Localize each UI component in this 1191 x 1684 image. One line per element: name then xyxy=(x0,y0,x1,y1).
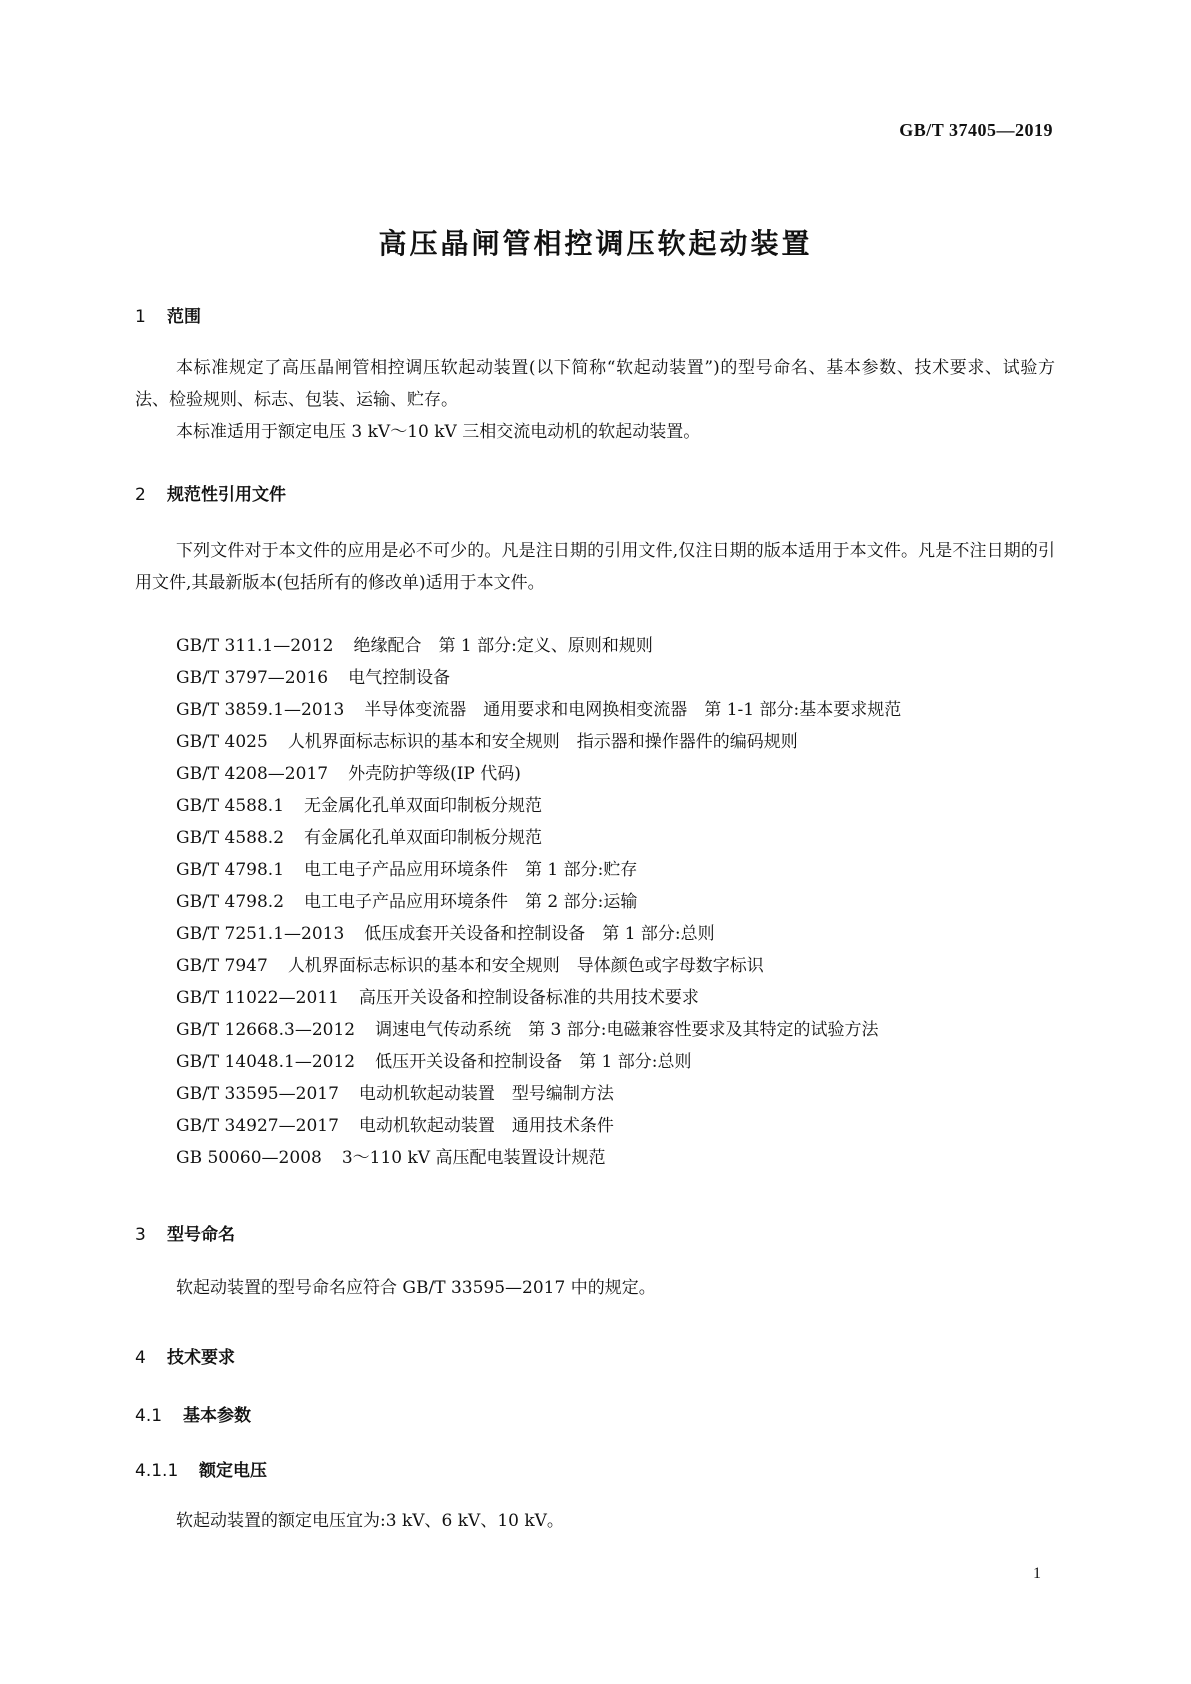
section-2-heading xyxy=(135,480,286,505)
section-4-1-heading xyxy=(135,1401,251,1426)
reference-item xyxy=(176,1046,1056,1078)
section-1-paragraph-2: 本标准适用于额定电压 3 kV～10 kV 三相交流电动机的软起动装置。 xyxy=(176,422,701,442)
reference-title: 外壳防护等级(IP 代码) xyxy=(348,764,521,784)
reference-code: GB/T 12668.3—2012 xyxy=(176,1020,356,1040)
section-2-paragraph-1: 下列文件对于本文件的应用是必不可少的。凡是注日期的引用文件,仅注日期的版本适用于本文件。凡是不注日期的引用文件,其最新版本(包括所有的修改单)适用于本文件。 xyxy=(135,541,1055,593)
section-number: 3 xyxy=(135,1225,146,1245)
reference-code: GB/T 4208—2017 xyxy=(176,764,329,784)
reference-item xyxy=(176,822,1056,854)
reference-title: 低压成套开关设备和控制设备 第 1 部分:总则 xyxy=(364,924,715,944)
reference-item xyxy=(176,1014,1056,1046)
section-number: 4.1.1 xyxy=(135,1461,179,1481)
section-1-paragraph-1: 本标准规定了高压晶闸管相控调压软起动装置(以下简称“软起动装置”)的型号命名、基本参数、技术要求、试验方法、检验规则、标志、包装、运输、贮存。 xyxy=(135,358,1055,410)
section-number: 2 xyxy=(135,485,146,505)
section-4-1-1-paragraph-1: 软起动装置的额定电压宜为:3 kV、6 kV、10 kV。 xyxy=(176,1511,564,1531)
section-number: 1 xyxy=(135,307,146,327)
reference-item xyxy=(176,1110,1056,1142)
section-3-paragraph-1: 软起动装置的型号命名应符合 GB/T 33595—2017 中的规定。 xyxy=(176,1278,656,1298)
reference-item xyxy=(176,854,1056,886)
page-number: 1 xyxy=(1033,1565,1041,1582)
reference-title: 电动机软起动装置 型号编制方法 xyxy=(358,1084,614,1104)
section-title: 额定电压 xyxy=(199,1461,267,1481)
reference-code: GB/T 311.1—2012 xyxy=(176,636,334,656)
reference-item xyxy=(176,662,1056,694)
section-title: 范围 xyxy=(167,307,201,327)
reference-item xyxy=(176,918,1056,950)
section-title: 基本参数 xyxy=(183,1406,251,1426)
section-title: 型号命名 xyxy=(167,1225,235,1245)
reference-code: GB/T 34927—2017 xyxy=(176,1116,339,1136)
reference-code: GB/T 4588.2 xyxy=(176,828,285,848)
reference-code: GB/T 3859.1—2013 xyxy=(176,700,345,720)
reference-title: 调速电气传动系统 第 3 部分:电磁兼容性要求及其特定的试验方法 xyxy=(375,1020,879,1040)
section-title: 规范性引用文件 xyxy=(167,485,286,505)
reference-title: 半导体变流器 通用要求和电网换相变流器 第 1-1 部分:基本要求规范 xyxy=(364,700,902,720)
reference-item xyxy=(176,1078,1056,1110)
reference-code: GB/T 4798.1 xyxy=(176,860,285,880)
reference-title: 人机界面标志标识的基本和安全规则 指示器和操作器件的编码规则 xyxy=(287,732,798,752)
section-4-1-1-heading xyxy=(135,1456,267,1481)
section-4-heading xyxy=(135,1343,235,1368)
reference-title: 3～110 kV 高压配电装置设计规范 xyxy=(341,1148,606,1168)
reference-item xyxy=(176,982,1056,1014)
reference-item xyxy=(176,886,1056,918)
reference-list xyxy=(176,630,1056,1174)
reference-title: 电气控制设备 xyxy=(348,668,451,688)
reference-code: GB/T 4588.1 xyxy=(176,796,285,816)
reference-code: GB/T 7251.1—2013 xyxy=(176,924,345,944)
reference-code: GB/T 3797—2016 xyxy=(176,668,329,688)
reference-title: 电动机软起动装置 通用技术条件 xyxy=(358,1116,614,1136)
reference-title: 高压开关设备和控制设备标准的共用技术要求 xyxy=(358,988,699,1008)
reference-item xyxy=(176,630,1056,662)
reference-item xyxy=(176,758,1056,790)
section-1-heading xyxy=(135,302,201,327)
reference-code: GB/T 14048.1—2012 xyxy=(176,1052,356,1072)
reference-item xyxy=(176,950,1056,982)
reference-title: 人机界面标志标识的基本和安全规则 导体颜色或字母数字标识 xyxy=(287,956,764,976)
reference-title: 绝缘配合 第 1 部分:定义、原则和规则 xyxy=(353,636,653,656)
section-number: 4.1 xyxy=(135,1406,163,1426)
reference-code: GB/T 33595—2017 xyxy=(176,1084,339,1104)
reference-item xyxy=(176,1142,1056,1174)
reference-code: GB/T 4798.2 xyxy=(176,892,285,912)
section-title: 技术要求 xyxy=(167,1348,235,1368)
reference-code: GB/T 7947 xyxy=(176,956,268,976)
document-title: 高压晶闸管相控调压软起动装置 xyxy=(378,227,813,260)
reference-title: 电工电子产品应用环境条件 第 2 部分:运输 xyxy=(304,892,638,912)
reference-title: 有金属化孔单双面印制板分规范 xyxy=(304,828,543,848)
reference-code: GB/T 4025 xyxy=(176,732,268,752)
reference-code: GB/T 11022—2011 xyxy=(176,988,339,1008)
section-3-heading xyxy=(135,1220,235,1245)
section-number: 4 xyxy=(135,1348,146,1368)
reference-title: 无金属化孔单双面印制板分规范 xyxy=(304,796,543,816)
standard-code: GB/T 37405—2019 xyxy=(899,120,1053,140)
reference-item xyxy=(176,790,1056,822)
reference-item xyxy=(176,726,1056,758)
reference-title: 电工电子产品应用环境条件 第 1 部分:贮存 xyxy=(304,860,638,880)
reference-item xyxy=(176,694,1056,726)
reference-title: 低压开关设备和控制设备 第 1 部分:总则 xyxy=(375,1052,692,1072)
reference-code: GB 50060—2008 xyxy=(176,1148,322,1168)
